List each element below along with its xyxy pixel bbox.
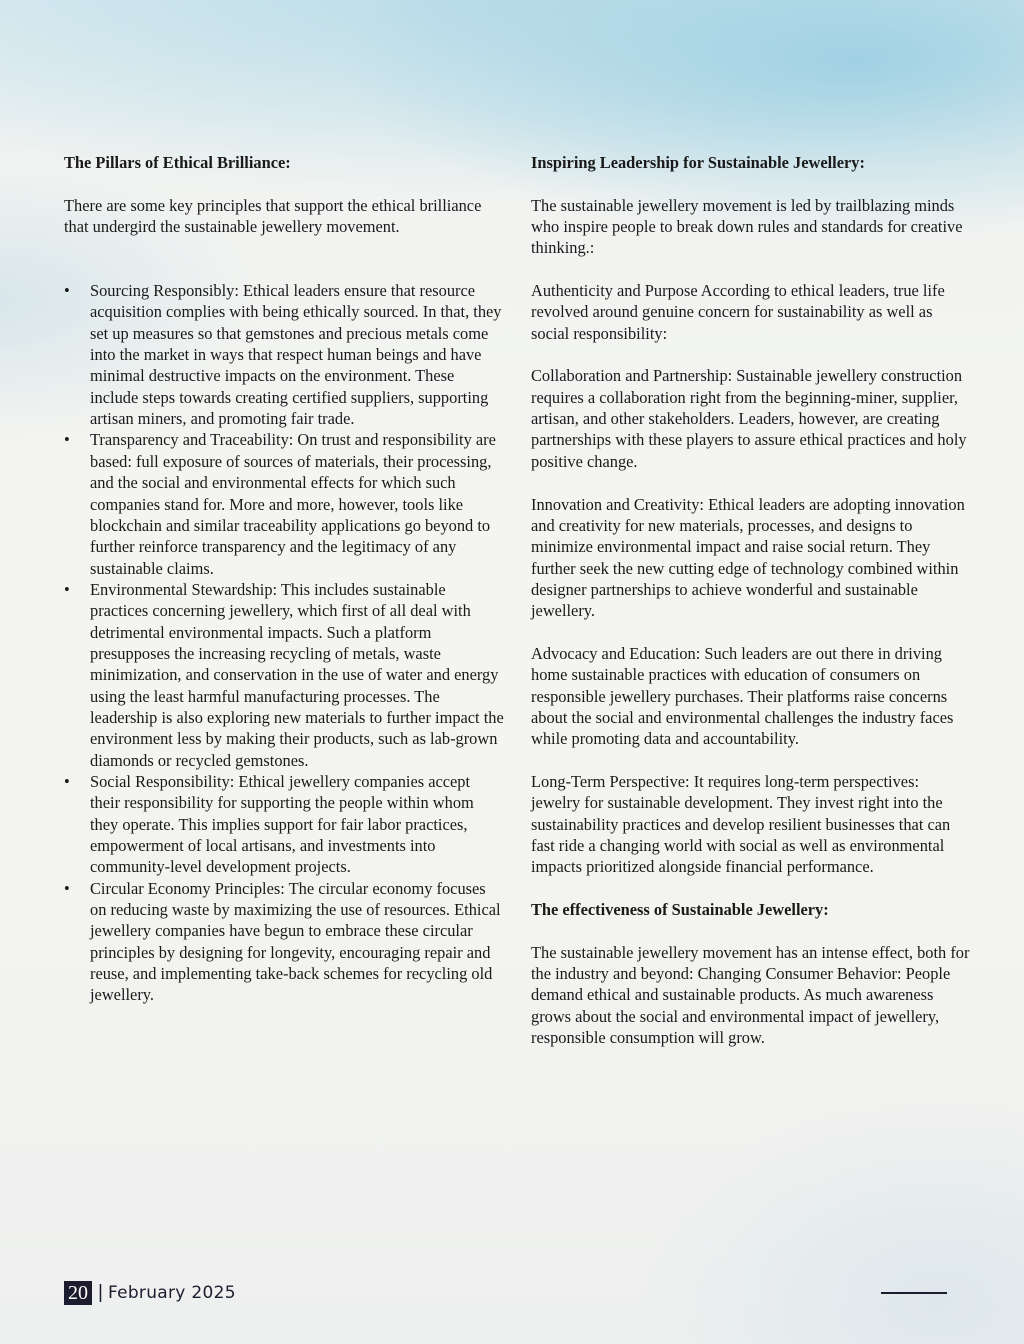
section-heading-effectiveness: The effectiveness of Sustainable Jewellery:	[531, 900, 829, 920]
intro-paragraph: There are some key principles that support the ethical brilliance that undergird the sustainable jewellery movement.	[64, 195, 482, 237]
list-item: • Social Responsibility: Ethical jewellery companies accept their responsibility for supporting the people within whom they operate. This implies support for fair labor practices, empowerment of local artisans, and investments into community-level development projects.	[64, 771, 504, 878]
paragraph: Long-Term Perspective: It requires long-term perspectives: jewelry for sustainable development. They invest right into the sustainability practices and develop resilient businesses that can fast ride a changing world with social as well as environmental impacts prioritized alongside financial performance.	[531, 771, 951, 877]
paragraph: Collaboration and Partnership: Sustainable jewellery construction requires a collaboration right from the beginning-miner, supplier, artisan, and other stakeholders. Leaders, however, are creating partnerships with these players to assure ethical practices and holy positive change.	[531, 366, 967, 471]
paragraph: The sustainable jewellery movement is led by trailblazing minds who inspire people to break down rules and standards for creative thinking.:	[531, 195, 963, 258]
section-heading-leadership: Inspiring Leadership for Sustainable Jewellery:	[531, 153, 865, 172]
right-column	[531, 152, 971, 1070]
list-item: • Environmental Stewardship: This includes sustainable practices concerning jewellery, which first of all deal with detrimental environmental impacts. Such a platform presupposes the increasing recycling of metals, waste minimization, and conservation in the use of water and energy using the least harmful manufacturing processes. The leadership is also exploring new materials to further impact the environment less by making their products, such as lab-grown diamonds or recycled gemstones.	[64, 579, 504, 771]
list-item: • Sourcing Responsibly: Ethical leaders ensure that resource acquisition complies with being ethically sourced. In that, they set up measures so that gemstones and precious metals come into the market in ways that respect human beings and have minimal destructive impacts on the environment. These include steps towards creating certified suppliers, supporting artisan miners, and promoting fair trade.	[64, 280, 504, 429]
paragraph: Advocacy and Education: Such leaders are out there in driving home sustainable practices with education of consumers on responsible jewellery purchases. Their platforms raise concerns about the social and environmental challenges the industry faces while promoting data and accountability.	[531, 643, 954, 749]
list-item: • Circular Economy Principles: The circular economy focuses on reducing waste by maximizing the use of resources. Ethical jewellery companies have begun to embrace these circular principles by designing for longevity, encouraging repair and reuse, and implementing take-back schemes for recycling old jewellery.	[64, 878, 504, 1006]
list-item: • Transparency and Traceability: On trust and responsibility are based: full exposure of sources of materials, their processing, and the social and environmental effects for which such companies stand for. More and more, however, tools like blockchain and similar traceability applications go beyond to further reinforce transparency and the legitimacy of any sustainable claims.	[64, 429, 504, 578]
paragraph: Innovation and Creativity: Ethical leaders are adopting innovation and creativity for new materials, processes, and designs to minimize environmental impact and raise social return. They further seek the new cutting edge of technology combined within designer partnerships to achieve wonderful and sustainable jewellery.	[531, 494, 965, 621]
left-column	[64, 152, 504, 1006]
footer-divider	[881, 1292, 947, 1294]
issue-date: February 2025	[107, 1283, 236, 1303]
page-footer	[64, 1281, 236, 1305]
paragraph: Authenticity and Purpose According to ethical leaders, true life revolved around genuine concern for sustainability as well as social responsibility:	[531, 281, 945, 343]
pillars-list	[64, 280, 504, 1006]
section-heading-pillars: The Pillars of Ethical Brilliance:	[64, 153, 291, 172]
footer-separator: |	[98, 1282, 103, 1303]
closing-paragraph: The sustainable jewellery movement has an intense effect, both for the industry and beyond: Changing Consumer Behavior: People demand ethical and sustainable products. As much awareness grows about the social and environmental impact of jewellery, responsible consumption will grow.	[531, 942, 970, 1048]
page-number: 20	[64, 1281, 92, 1305]
